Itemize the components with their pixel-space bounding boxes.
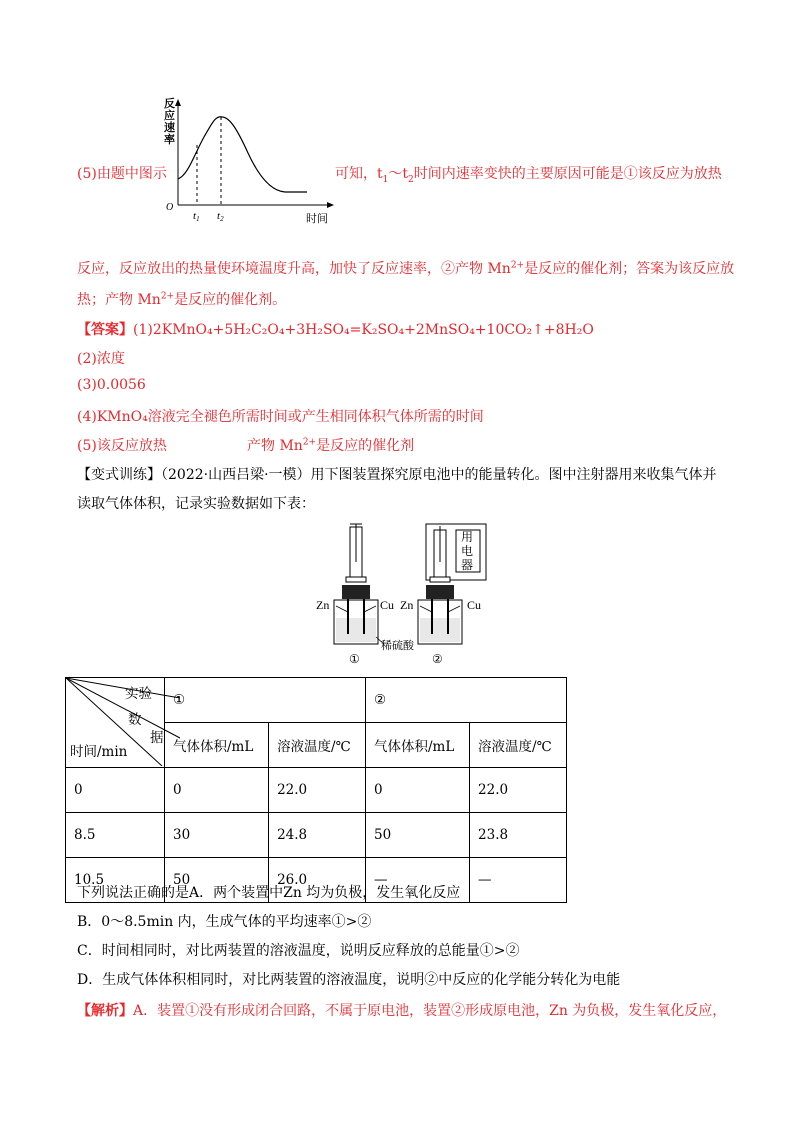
option-c: C．时间相同时，对比两装置的溶液温度，说明反应释放的总能量①>② (77, 943, 520, 959)
table-row: 0 0 22.0 0 22.0 (66, 768, 567, 813)
corner-time: 时间/min (70, 744, 128, 760)
answer-line1: 【答案】(1)2KMnO₄+5H₂C₂O₄+3H₂SO₄=K₂SO₄+2MnSO₄+10CO₂↑+8H₂O (77, 322, 594, 338)
corner-data-1: 数 (128, 712, 142, 728)
option-d: D．生成气体体积相同时，对比两装置的溶液温度，说明②中反应的化学能分转化为电能 (77, 972, 621, 988)
col-gas-1: 气体体积/mL (165, 723, 269, 768)
part5-label: (5)由题中图示 (77, 166, 167, 182)
part5-line2: 反应，反应放出的热量使环境温度升高，加快了反应速率，②产物 $Mn^{2+}$是反应的催化剂；答案为该反应放 (77, 260, 735, 277)
apparatus-label-1: ① (349, 652, 360, 666)
acid-label: 稀硫酸 (381, 639, 414, 652)
data-table (65, 677, 567, 903)
option-b: B．0～8.5min 内，生成气体的平均速率①>② (77, 914, 372, 930)
stopper2 (426, 585, 454, 599)
answer-line2: (2)浓度 (77, 351, 125, 367)
table-corner-cell (66, 678, 165, 768)
cu-label-1: Cu (380, 598, 395, 612)
col-temp-2: 溶液温度/℃ (470, 723, 567, 768)
graph-xlabel: 时间 (306, 212, 328, 225)
graph-ylabel: 反应速率 (164, 97, 175, 146)
part5-continuation: 可知，$t_1\sim t_2$时间内速率变快的主要原因可能是①该反应为放热 (335, 166, 722, 185)
variant-line1: 【变式训练】（2022·山西吕梁·一模）用下图装置探究原电池中的能量转化。图中注射器用来收集气体并 (77, 467, 717, 483)
graph-origin: O (166, 202, 174, 213)
question-stem: 下列说法正确的是A．两个装置中Zn 均为负极，发生氧化反应 (77, 885, 461, 901)
zn-label-2: Zn (400, 598, 414, 612)
table-row: 10.5 50 26.0 — — (66, 858, 567, 903)
answer-line5b: 产物 $Mn^{2+}$是反应的催化剂 (247, 437, 415, 454)
corner-exp: 实验 (125, 686, 152, 702)
table-row: 8.5 30 24.8 50 23.8 (66, 813, 567, 858)
answer-line4: (4)KMnO₄溶液完全褪色所需时间或产生相同体积气体所需的时间 (77, 409, 484, 425)
analysis-line: 【解析】A．装置①没有形成闭合回路，不属于原电池，装置②形成原电池，Zn 为负极，发生氧化反应， (77, 1003, 727, 1019)
table-header-row-1 (66, 678, 567, 723)
corner-data-2: 据 (150, 730, 164, 746)
part5-line3: 热；产物 $Mn^{2+}$是反应的催化剂。 (77, 291, 287, 308)
graph-t1: t1 (193, 210, 200, 223)
apparatus-label-2: ② (432, 652, 443, 666)
answer-line5a: (5)该反应放热 (77, 438, 167, 454)
stopper1 (342, 585, 370, 599)
zn-label-1: Zn (316, 598, 330, 612)
answer-line3: (3)0.0056 (77, 377, 146, 393)
col-temp-1: 溶液温度/℃ (269, 723, 366, 768)
x-axis-arrow (327, 202, 334, 208)
exp1-header: ① (165, 678, 366, 723)
exp2-header: ② (365, 678, 566, 723)
rate-graph (160, 95, 340, 225)
col-gas-2: 气体体积/mL (365, 723, 469, 768)
device-label: 用电器 (461, 530, 474, 572)
rate-curve (178, 117, 307, 192)
variant-line2: 读取气体体积，记录实验数据如下表： (77, 496, 315, 512)
cu-label-2: Cu (467, 598, 482, 612)
graph-t2: t2 (217, 210, 224, 223)
